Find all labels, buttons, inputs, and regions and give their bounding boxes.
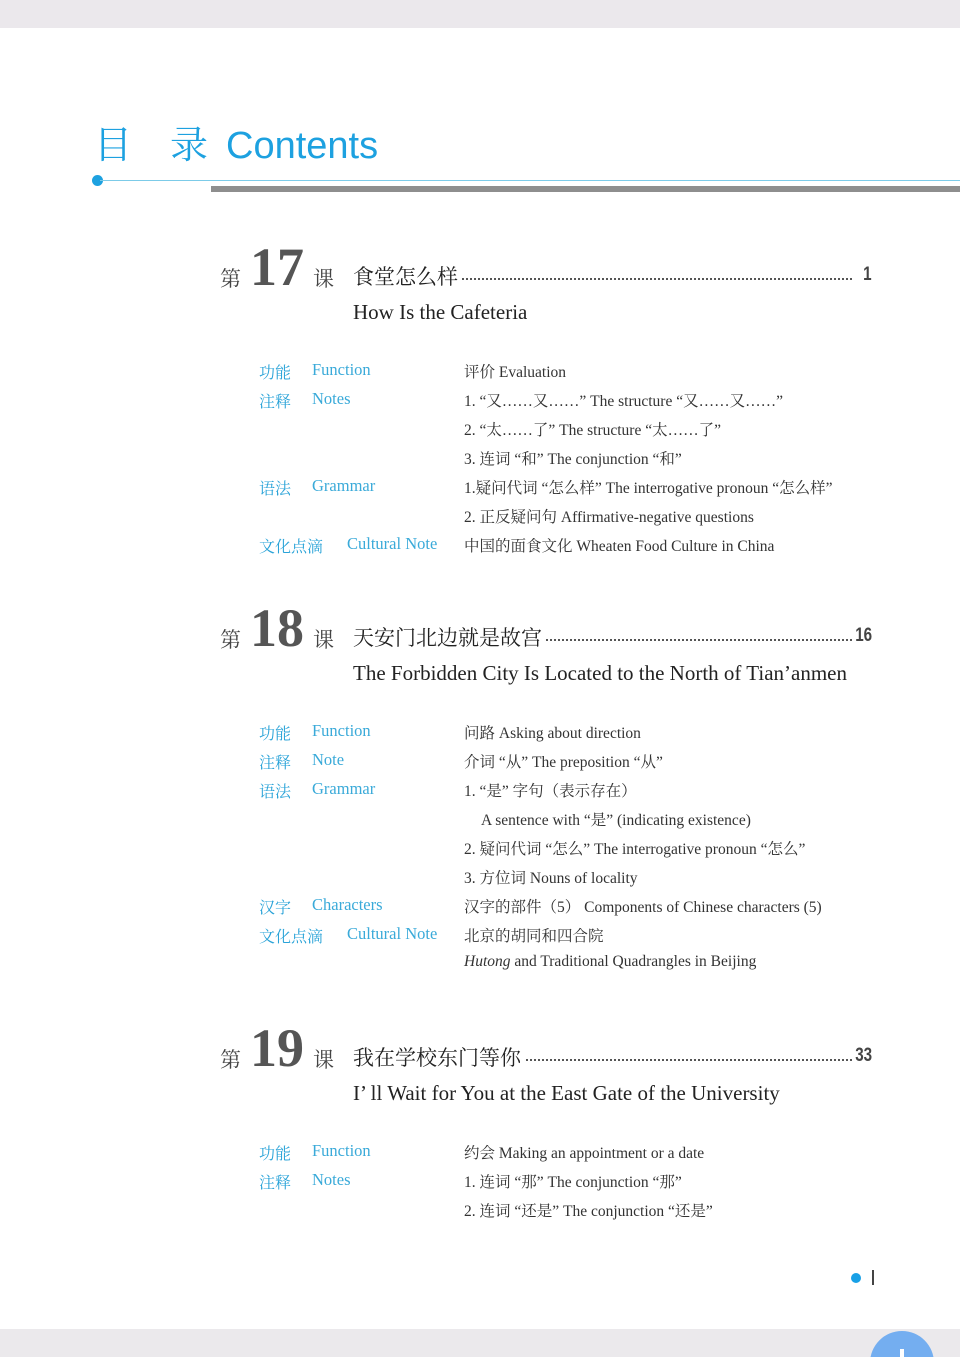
title-rule-blue [100, 180, 960, 181]
bottom-toolbar [0, 1329, 960, 1357]
toc-row [0, 1170, 960, 1199]
toc-row [0, 721, 960, 750]
row-text: 1. 连词 “那” The conjunction “那” [464, 1174, 682, 1191]
category-en: Notes [312, 389, 351, 408]
lesson-prefix: 第 [220, 267, 241, 291]
toc-row [0, 779, 960, 808]
category-en: Function [312, 360, 371, 379]
title-cn-1: 目 [94, 125, 133, 167]
row-text [464, 953, 756, 971]
lesson-page-number: 16 [855, 625, 872, 646]
row-text: 约会 Making an appointment or a date [464, 1145, 705, 1162]
toc-row [0, 808, 960, 837]
toc-row [0, 418, 960, 447]
row-text: 1. “是” 字句（表示存在） [464, 783, 637, 800]
lesson-suffix: 课 [313, 1048, 334, 1072]
toc-row [0, 447, 960, 476]
lesson-heading[interactable] [220, 1018, 872, 1079]
category-en: Grammar [312, 476, 376, 495]
row-text: 北京的胡同和四合院 [464, 928, 604, 945]
lesson-title-cn: 天安门北边就是故宫 [353, 622, 546, 652]
category-cn: 功能 [259, 363, 292, 382]
title-rule-gray [211, 186, 960, 192]
footer-dot-icon [851, 1273, 861, 1283]
lesson-title-en: I’ ll Wait for You at the East Gate of the University [353, 1081, 780, 1105]
row-text: 中国的面食文化 Wheaten Food Culture in China [464, 538, 775, 555]
toc-row [0, 866, 960, 895]
row-text: 2. 正反疑问句 Affirmative-negative questions [464, 509, 754, 526]
title-cn-2: 录 [170, 125, 209, 167]
category-cn: 文化点滴 [259, 537, 324, 556]
row-text: 2. “太……了” The structure “太……了” [464, 422, 721, 439]
footer-page-marker [872, 1270, 874, 1285]
category-cn: 注释 [259, 1173, 292, 1192]
toc-row [0, 924, 960, 953]
lesson-page-number: 1 [863, 264, 872, 285]
toc-row [0, 360, 960, 389]
toc-row [0, 389, 960, 418]
row-text: 评价 Evaluation [464, 364, 567, 381]
lesson-suffix: 课 [313, 628, 334, 652]
category-en: Cultural Note [347, 924, 438, 943]
lesson-heading[interactable] [220, 237, 872, 298]
toc-row [0, 534, 960, 563]
row-text: 3. 连词 “和” The conjunction “和” [464, 451, 682, 468]
row-text: 1.疑问代词 “怎么样” The interrogative pronoun “怎么样” [464, 480, 833, 497]
toc-row [0, 1199, 960, 1228]
category-cn: 语法 [259, 782, 292, 801]
category-cn: 注释 [259, 392, 292, 411]
lesson-number: 18 [250, 598, 304, 658]
lesson-title-cn: 食堂怎么样 [353, 261, 462, 291]
title-en: Contents [226, 125, 379, 167]
category-cn: 注释 [259, 753, 292, 772]
row-text: 问路 Asking about direction [464, 725, 641, 742]
category-en: Notes [312, 1170, 351, 1189]
lesson-page-number: 33 [855, 1045, 872, 1066]
row-text-italic: Hutong [464, 953, 511, 970]
row-text: 1. “又……又……” The structure “又……又……” [464, 393, 783, 410]
toc-row [0, 750, 960, 779]
toc-row [0, 953, 960, 982]
row-text: 介词 “从” The preposition “从” [464, 754, 663, 771]
toc-row [0, 837, 960, 866]
toc-row [0, 505, 960, 534]
lesson-number: 17 [250, 237, 304, 297]
lesson-heading[interactable] [220, 598, 872, 659]
category-cn: 功能 [259, 1144, 292, 1163]
lesson-prefix: 第 [220, 628, 241, 652]
row-text: A sentence with “是” (indicating existence) [481, 812, 751, 829]
category-cn: 功能 [259, 724, 292, 743]
lesson-title-en: How Is the Cafeteria [353, 300, 528, 324]
lesson-prefix: 第 [220, 1048, 241, 1072]
category-cn: 语法 [259, 479, 292, 498]
toc-row [0, 895, 960, 924]
category-en: Note [312, 750, 345, 769]
category-en: Cultural Note [347, 534, 438, 553]
category-cn: 文化点滴 [259, 927, 324, 946]
plus-icon [900, 1349, 904, 1357]
lesson-number: 19 [250, 1018, 304, 1078]
page-title [94, 114, 378, 169]
row-text: 2. 疑问代词 “怎么” The interrogative pronoun “怎么” [464, 841, 806, 858]
lesson-title-en: The Forbidden City Is Located to the North of Tian’anmen [353, 661, 848, 685]
top-app-bar [0, 0, 960, 28]
row-text: 3. 方位词 Nouns of locality [464, 870, 638, 887]
category-en: Characters [312, 895, 383, 914]
toc-row [0, 1141, 960, 1170]
category-en: Grammar [312, 779, 376, 798]
row-text: 2. 连词 “还是” The conjunction “还是” [464, 1203, 713, 1220]
category-en: Function [312, 1141, 371, 1160]
category-en: Function [312, 721, 371, 740]
toc-row [0, 476, 960, 505]
row-text: 汉字的部件（5） Components of Chinese characters (5) [464, 899, 822, 916]
lesson-title-cn: 我在学校东门等你 [353, 1042, 525, 1072]
row-text-rest: and Traditional Quadrangles in Beijing [510, 953, 757, 970]
lesson-suffix: 课 [313, 267, 334, 291]
category-cn: 汉字 [259, 898, 292, 917]
